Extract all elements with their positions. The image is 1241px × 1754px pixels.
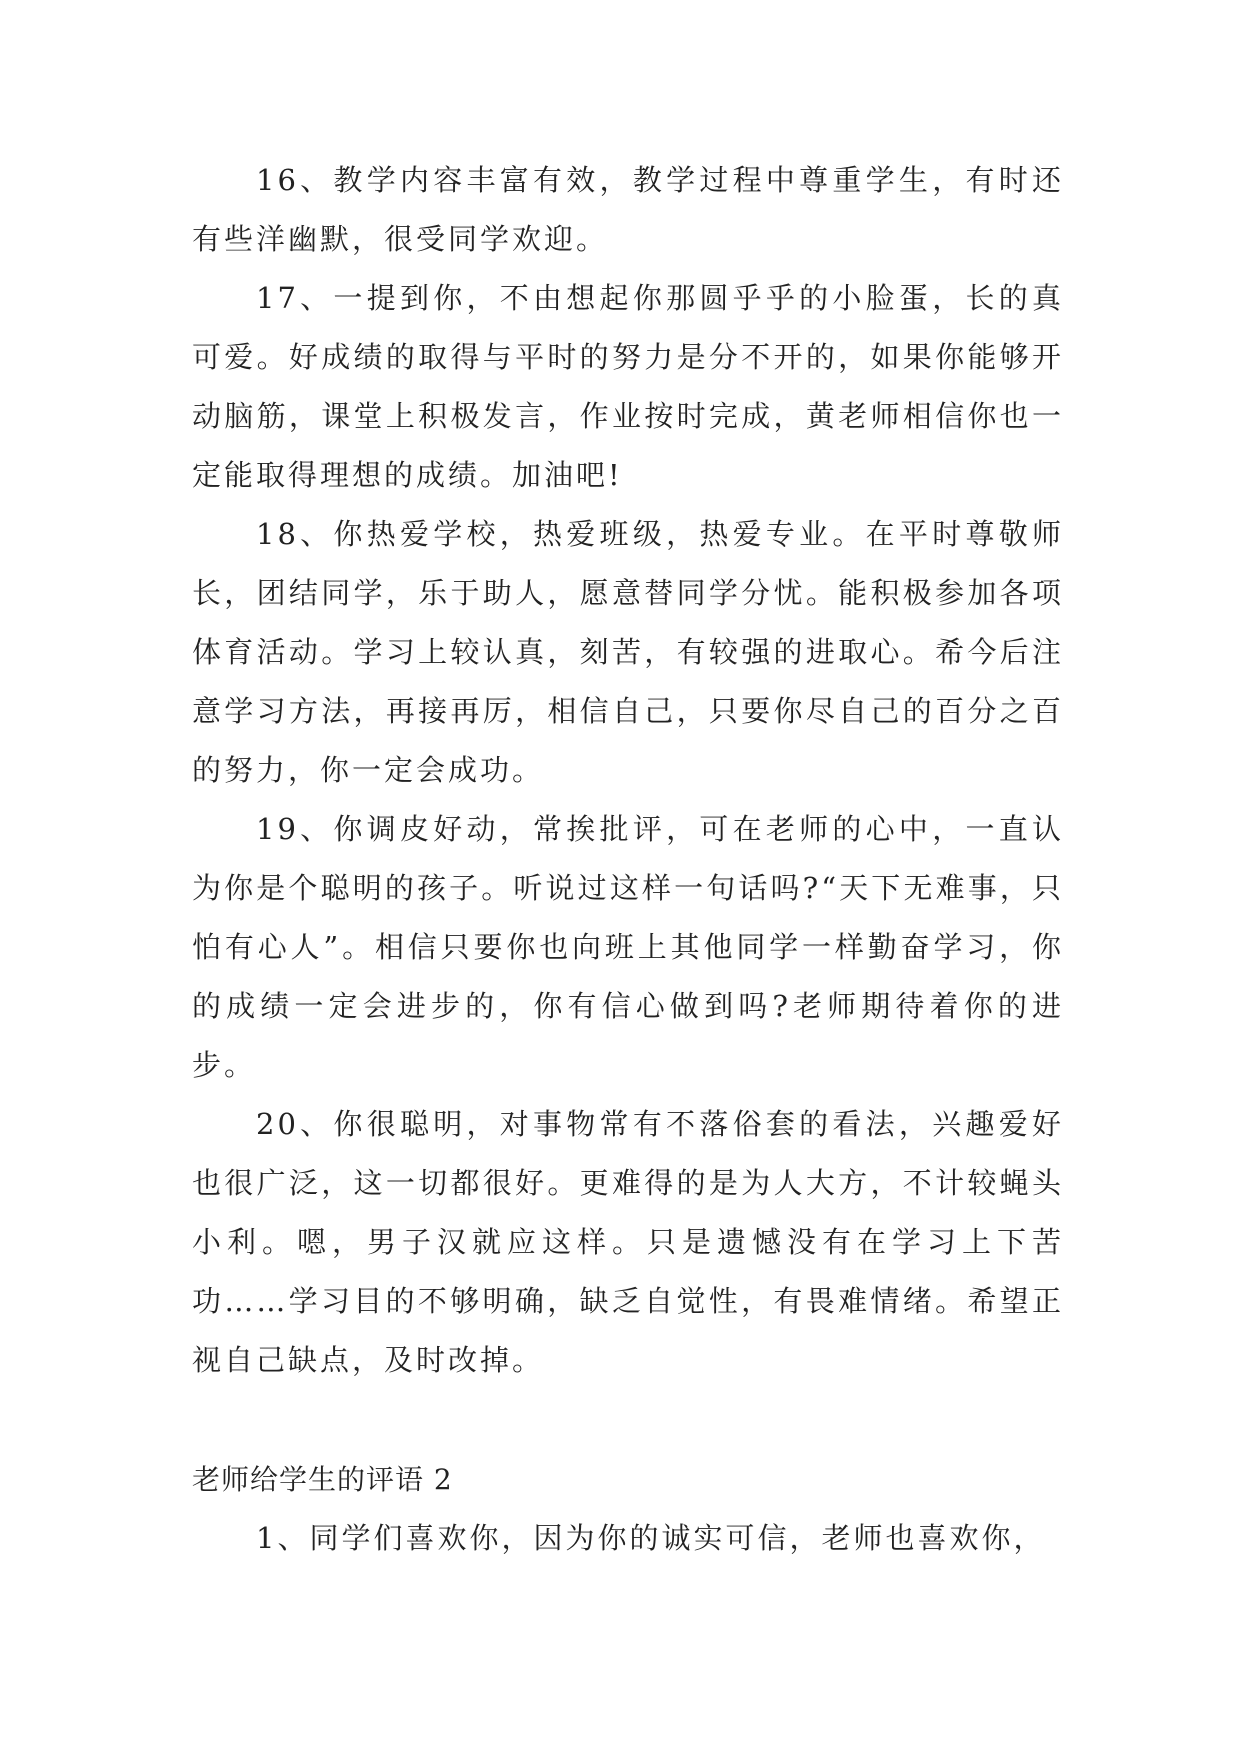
paragraph-17: 17、一提到你，不由想起你那圆乎乎的小脸蛋，长的真可爱。好成绩的取得与平时的努力是分不开的，如果你能够开动脑筋，课堂上积极发言，作业按时完成，黄老师相信你也一定能取得理想的成绩。加油吧! — [192, 281, 1064, 492]
section-heading: 老师给学生的评语 2 — [192, 1463, 453, 1496]
section-paragraph-1: 1、同学们喜欢你，因为你的诚实可信，老师也喜欢你， — [256, 1521, 1046, 1555]
paragraph-19: 19、你调皮好动，常挨批评，可在老师的心中，一直认为你是个聪明的孩子。听说过这样一句话吗?“天下无难事，只怕有心人”。相信只要你也向班上其他同学一样勤奋学习，你的成绩一定会进步的，你有信心做到吗?老师期待着你的进步。 — [192, 812, 1064, 1082]
paragraph-20: 20、你很聪明，对事物常有不落俗套的看法，兴趣爱好也很广泛，这一切都很好。更难得的是为人大方，不计较蝇头小利。嗯，男子汉就应这样。只是遗憾没有在学习上下苦功……学习目的不够明确，缺乏自觉性，有畏难情绪。希望正视自己缺点，及时改掉。 — [192, 1107, 1064, 1377]
document-page — [192, 151, 1064, 1568]
paragraph-18: 18、你热爱学校，热爱班级，热爱专业。在平时尊敬师长，团结同学，乐于助人，愿意替同学分忧。能积极参加各项体育活动。学习上较认真，刻苦，有较强的进取心。希今后注意学习方法，再接再厉，相信自己，只要你尽自己的百分之百的努力，你一定会成功。 — [192, 517, 1064, 787]
paragraph-16: 16、教学内容丰富有效，教学过程中尊重学生，有时还有些洋幽默，很受同学欢迎。 — [192, 163, 1064, 256]
